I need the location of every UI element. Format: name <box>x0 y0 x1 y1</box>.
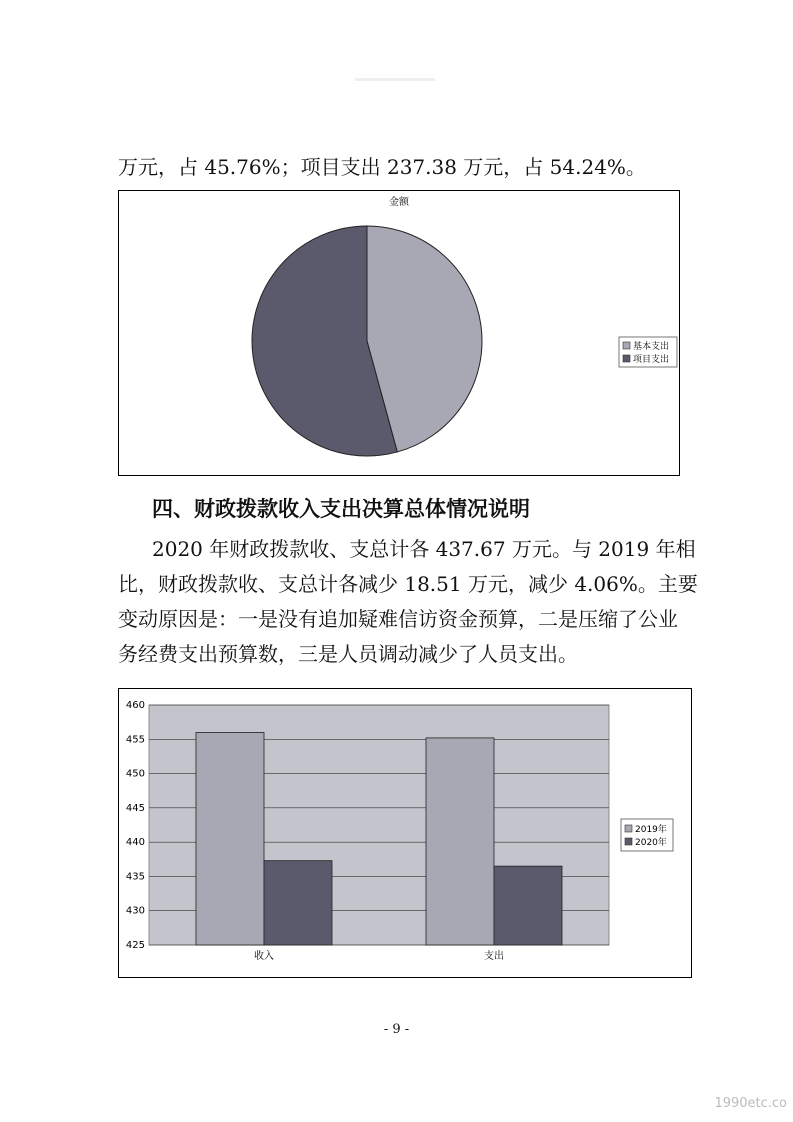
bar-chart-frame <box>118 688 692 978</box>
bar-2020年-收入 <box>264 861 332 945</box>
top-text-line: 万元，占 45.76%；项目支出 237.38 万元，占 54.24%。 <box>118 155 646 179</box>
pie-chart-frame <box>118 190 680 476</box>
bar-2020年-支出 <box>494 866 562 945</box>
y-tick-label: 450 <box>125 768 145 780</box>
pie-legend-label-project: 项目支出 <box>633 355 670 365</box>
y-tick-label: 440 <box>125 837 145 849</box>
pie-legend-swatch-basic <box>623 342 630 349</box>
paragraph-line-2: 比，财政拨款收、支总计各减少 18.51 万元，减少 4.06%。主要 <box>118 572 698 596</box>
paragraph-line-4: 务经费支出预算数，三是人员调动减少了人员支出。 <box>118 642 578 666</box>
bar-2019年-支出 <box>426 738 494 945</box>
bar-chart <box>119 689 691 977</box>
bar-legend-label-2019: 2019年 <box>635 825 667 835</box>
y-tick-label: 425 <box>125 940 145 951</box>
page-number: - 9 - <box>383 1022 410 1037</box>
bar-legend-swatch-2019 <box>625 825 632 832</box>
bar-legend <box>621 819 673 851</box>
y-tick-label: 430 <box>125 905 145 917</box>
x-tick-label-expense: 支出 <box>484 951 504 962</box>
site-watermark: 1990etc.co <box>714 1096 787 1111</box>
bar-x-axis <box>254 949 504 962</box>
pie-legend-label-basic: 基本支出 <box>633 342 670 352</box>
bar-y-axis <box>126 700 145 951</box>
bar-2019年-收入 <box>196 732 264 945</box>
x-tick-label-income: 收入 <box>254 951 274 962</box>
y-tick-label: 445 <box>125 802 145 814</box>
scan-mark <box>355 78 435 81</box>
pie-chart <box>119 191 679 475</box>
bar-legend-swatch-2020 <box>625 838 632 845</box>
pie-legend <box>619 337 677 367</box>
y-tick-label: 460 <box>125 700 145 711</box>
y-tick-label: 435 <box>125 871 145 883</box>
section-heading: 四、财政拨款收入支出决算总体情况说明 <box>152 497 530 521</box>
paragraph-line-1: 2020 年财政拨款收、支总计各 437.67 万元。与 2019 年相 <box>152 537 696 561</box>
y-tick-label: 455 <box>125 734 145 746</box>
pie-legend-swatch-project <box>623 355 630 362</box>
paragraph-line-3: 变动原因是：一是没有追加疑难信访资金预算，二是压缩了公业 <box>118 607 678 631</box>
pie-chart-title: 金额 <box>389 197 409 208</box>
bar-legend-label-2020: 2020年 <box>635 838 667 848</box>
